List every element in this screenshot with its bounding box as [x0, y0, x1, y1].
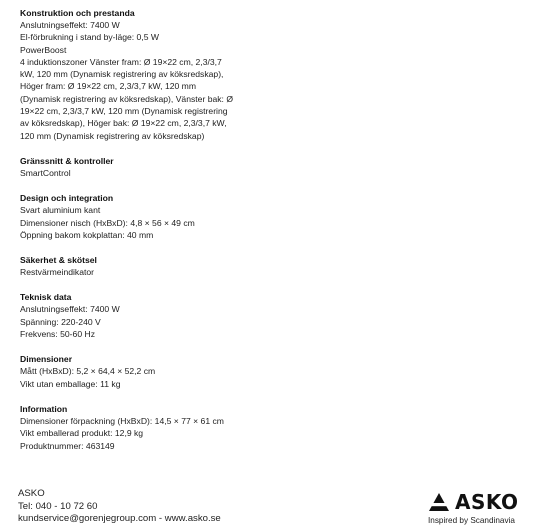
section-title: Konstruktion och prestanda — [20, 8, 135, 18]
spec-line: Dimensioner förpackning (HxBxD): 14,5 × 77 × 61 cm — [20, 415, 224, 426]
spec-line: Vikt emballerad produkt: 12,9 kg — [20, 428, 144, 439]
brand-tagline: Inspired by Scandinavia — [428, 516, 515, 525]
spec-section — [20, 291, 320, 340]
spec-line: kW, 120 mm (Dynamisk registrering av köksredskap), — [20, 69, 224, 80]
spec-line: Restvärmeindikator — [20, 267, 95, 278]
spec-line: Produktnummer: 463149 — [20, 440, 115, 451]
section-title: Dimensioner — [20, 354, 73, 365]
spec-line: Spänning: 220-240 V — [20, 316, 101, 327]
spec-section — [20, 254, 320, 278]
spec-line: Vikt utan emballage: 11 kg — [20, 378, 121, 389]
section-title: Gränssnitt & kontroller — [20, 155, 114, 166]
spec-section — [20, 155, 320, 179]
spec-line: (Dynamisk registrering av köksredskap), Vänster bak: Ø — [20, 93, 234, 104]
section-title: Teknisk data — [20, 292, 72, 303]
spec-section — [20, 403, 320, 452]
section-title: Säkerhet & skötsel — [20, 255, 97, 266]
spec-line: El-förbrukning i stand by-läge: 0,5 W — [20, 32, 159, 43]
spec-line: Frekvens: 50-60 Hz — [20, 329, 95, 340]
spec-line: Svart aluminium kant — [20, 205, 101, 216]
spec-line: Mått (HxBxD): 5,2 × 64,4 × 52,2 cm — [20, 366, 156, 377]
spec-line: 120 mm (Dynamisk registrering av köksredskap) — [20, 130, 205, 141]
spec-line: 19×22 cm, 2,3/3,7 kW, 120 mm (Dynamisk registrering — [20, 106, 228, 117]
spec-sheet — [20, 7, 320, 465]
contact-footer — [18, 488, 221, 526]
brand-wordmark: ASKO — [455, 490, 519, 514]
company-name: ASKO — [18, 488, 45, 499]
spec-line: SmartControl — [20, 167, 71, 178]
spec-line: PowerBoost — [20, 44, 67, 55]
spec-section — [20, 7, 320, 142]
spec-section — [20, 192, 320, 241]
spec-section — [20, 353, 320, 390]
spec-line: Höger fram: Ø 19×22 cm, 2,3/3,7 kW, 120 mm — [20, 81, 197, 92]
section-title: Information — [20, 403, 68, 414]
phone-number: Tel: 040 - 10 72 60 — [18, 500, 98, 512]
spec-line: 4 induktionszoner Vänster fram: Ø 19×22 cm, 2,3/3,7 — [20, 56, 222, 67]
spec-line: av köksredskap), Höger bak: Ø 19×22 cm, 2,3/3,7 kW, — [20, 118, 227, 129]
brand-logo — [428, 490, 548, 525]
section-title: Design och integration — [20, 193, 114, 204]
spec-line: Dimensioner nisch (HxBxD): 4,8 × 56 × 49 cm — [20, 217, 195, 228]
spec-line: Anslutningseffekt: 7400 W — [20, 20, 120, 30]
spec-line: Anslutningseffekt: 7400 W — [20, 304, 120, 315]
contact-line: kundservice@gorenjegroup.com - www.asko.se — [18, 513, 221, 525]
asko-mark-icon — [428, 492, 450, 512]
spec-line: Öppning bakom kokplattan: 40 mm — [20, 229, 154, 240]
